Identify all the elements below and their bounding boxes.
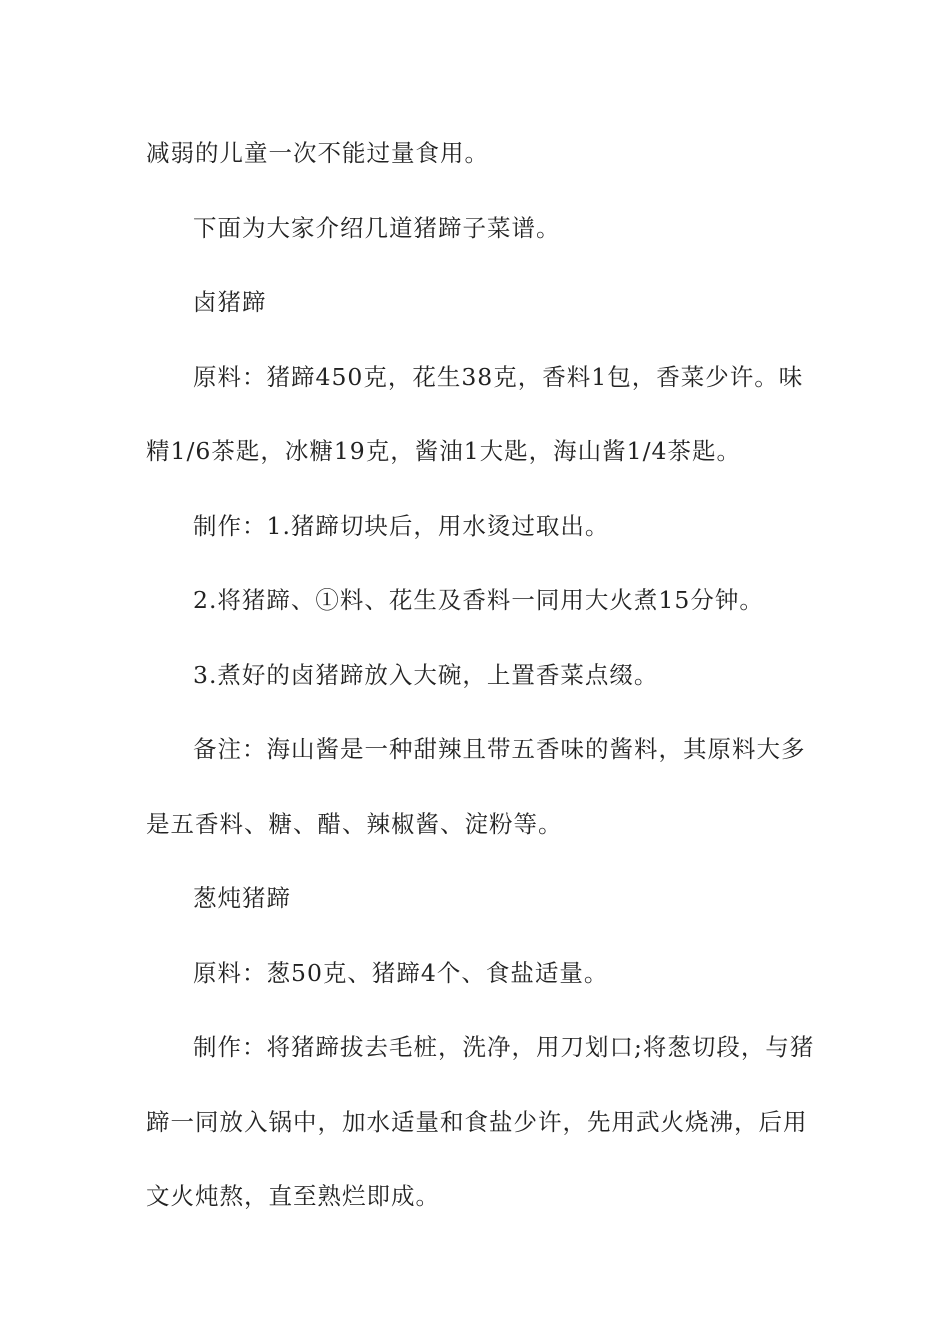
method-step-2: 2.将猪蹄、①料、花生及香料一同用大火煮15分钟。 — [193, 586, 764, 614]
method-line-1: 制作：将猪蹄拔去毛桩，洗净，用刀划口;将葱切段，与猪 — [193, 1033, 815, 1061]
recipe-title-braised-trotters: 卤猪蹄 — [193, 288, 267, 316]
note-line-2: 是五香料、糖、醋、辣椒酱、淀粉等。 — [146, 809, 563, 838]
paragraph-continuation-line: 减弱的儿童一次不能过量食用。 — [146, 139, 489, 167]
intro-paragraph: 下面为大家介绍几道猪蹄子菜谱。 — [193, 213, 561, 242]
recipe-title-scallion-trotters: 葱炖猪蹄 — [193, 884, 291, 912]
method-line-3: 文火炖熬，直至熟烂即成。 — [146, 1182, 440, 1210]
method-step-3: 3.煮好的卤猪蹄放入大碗，上置香菜点缀。 — [193, 660, 659, 689]
ingredients-line-scallion: 原料：葱50克、猪蹄4个、食盐适量。 — [193, 958, 609, 987]
method-step-1: 制作：1.猪蹄切块后，用水烫过取出。 — [193, 511, 610, 540]
ingredients-line-1: 原料：猪蹄450克，花生38克，香料1包，香菜少许。味 — [193, 362, 804, 391]
document-body — [146, 128, 815, 1246]
note-line-1: 备注：海山酱是一种甜辣且带五香味的酱料，其原料大多 — [193, 735, 806, 763]
ingredients-line-2: 精1/6茶匙，冰糖19克，酱油1大匙，海山酱1/4茶匙。 — [146, 437, 741, 465]
method-line-2: 蹄一同放入锅中，加水适量和食盐少许，先用武火烧沸，后用 — [146, 1107, 808, 1136]
